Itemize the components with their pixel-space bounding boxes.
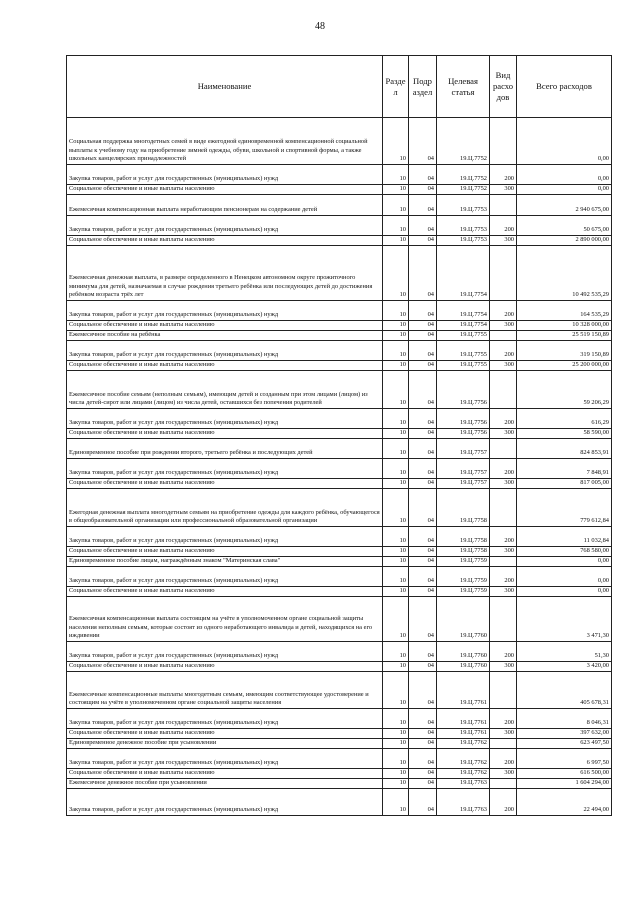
cell-subsection: 04 <box>409 527 437 547</box>
cell-target: 19.Ц.7762 <box>437 739 490 749</box>
cell-subsection: 04 <box>409 567 437 587</box>
cell-target: 19.Ц.7759 <box>437 567 490 587</box>
cell-section: 10 <box>383 557 409 567</box>
cell-subsection: 04 <box>409 301 437 321</box>
cell-type <box>490 672 517 709</box>
cell-type: 200 <box>490 409 517 429</box>
cell-total: 8 046,31 <box>517 709 612 729</box>
cell-type: 200 <box>490 216 517 236</box>
cell-section: 10 <box>383 321 409 331</box>
cell-total: 10 492 535,29 <box>517 246 612 301</box>
cell-total: 0,00 <box>517 165 612 185</box>
cell-total: 397 632,00 <box>517 729 612 739</box>
cell-section: 10 <box>383 439 409 459</box>
cell-name: Ежемесячная компенсационная выплата состоящим на учёте в уполномоченном органе социальной защиты населения неполным семьям, которые состоят из одного неработающего инвалида и детей, находящихся на его иждивении <box>67 597 383 642</box>
expenditure-table <box>66 55 612 816</box>
cell-total: 3 420,00 <box>517 662 612 672</box>
cell-section: 10 <box>383 749 409 769</box>
cell-total: 22 494,00 <box>517 789 612 816</box>
cell-target: 19.Ц.7758 <box>437 489 490 527</box>
table-row <box>67 165 612 185</box>
cell-total: 11 032,84 <box>517 527 612 547</box>
cell-target: 19.Ц.7754 <box>437 301 490 321</box>
cell-type: 200 <box>490 301 517 321</box>
cell-type: 200 <box>490 749 517 769</box>
table-row <box>67 185 612 195</box>
cell-section: 10 <box>383 331 409 341</box>
cell-subsection: 04 <box>409 662 437 672</box>
table-row <box>67 321 612 331</box>
table-row <box>67 527 612 547</box>
cell-total: 59 206,29 <box>517 371 612 409</box>
cell-name: Социальное обеспечение и иные выплаты населению <box>67 769 383 779</box>
cell-name: Социальное обеспечение и иные выплаты населению <box>67 429 383 439</box>
table-row <box>67 739 612 749</box>
cell-type: 300 <box>490 361 517 371</box>
cell-subsection: 04 <box>409 409 437 429</box>
table-row <box>67 216 612 236</box>
cell-type: 200 <box>490 459 517 479</box>
cell-section: 10 <box>383 246 409 301</box>
cell-target: 19.Ц.7757 <box>437 439 490 459</box>
cell-total: 7 848,91 <box>517 459 612 479</box>
cell-type: 300 <box>490 236 517 246</box>
cell-section: 10 <box>383 642 409 662</box>
cell-type: 200 <box>490 165 517 185</box>
table-row <box>67 341 612 361</box>
cell-section: 10 <box>383 527 409 547</box>
cell-name: Единовременное пособие при рождении второго, третьего ребёнка и последующих детей <box>67 439 383 459</box>
cell-name: Закупка товаров, работ и услуг для государственных (муниципальных) нужд <box>67 301 383 321</box>
cell-section: 10 <box>383 301 409 321</box>
cell-target: 19.Ц.7752 <box>437 118 490 165</box>
cell-name: Социальное обеспечение и иные выплаты населению <box>67 547 383 557</box>
cell-target: 19.Ц.7754 <box>437 321 490 331</box>
cell-section: 10 <box>383 409 409 429</box>
cell-target: 19.Ц.7758 <box>437 527 490 547</box>
cell-section: 10 <box>383 195 409 216</box>
cell-section: 10 <box>383 672 409 709</box>
cell-section: 10 <box>383 779 409 789</box>
cell-type <box>490 739 517 749</box>
cell-subsection: 04 <box>409 709 437 729</box>
table-row <box>67 769 612 779</box>
cell-subsection: 04 <box>409 597 437 642</box>
cell-target: 19.Ц.7753 <box>437 216 490 236</box>
cell-section: 10 <box>383 547 409 557</box>
cell-name: Закупка товаров, работ и услуг для государственных (муниципальных) нужд <box>67 709 383 729</box>
cell-total: 50 675,00 <box>517 216 612 236</box>
cell-section: 10 <box>383 489 409 527</box>
cell-total: 0,00 <box>517 557 612 567</box>
cell-name: Ежемесячная денежная выплата, в размере определенного в Ненецком автономном округе прожиточного минимума для детей, назначаемая в случае рождения третьего ребёнка или последующих детей до достижения ребёнком возраста трёх лет <box>67 246 383 301</box>
cell-total: 0,00 <box>517 118 612 165</box>
cell-target: 19.Ц.7759 <box>437 557 490 567</box>
cell-total: 1 604 294,00 <box>517 779 612 789</box>
cell-subsection: 04 <box>409 118 437 165</box>
table-row <box>67 409 612 429</box>
cell-type: 300 <box>490 662 517 672</box>
cell-name: Закупка товаров, работ и услуг для государственных (муниципальных) нужд <box>67 567 383 587</box>
cell-section: 10 <box>383 236 409 246</box>
cell-section: 10 <box>383 216 409 236</box>
cell-type: 200 <box>490 709 517 729</box>
cell-total: 623 497,50 <box>517 739 612 749</box>
cell-type: 300 <box>490 185 517 195</box>
cell-name: Ежегодная денежная выплата многодетным семьям на приобретение одежды для каждого ребёнка, обучающегося в общеобразовательной организации или профессиональной образовательной организации <box>67 489 383 527</box>
cell-total: 0,00 <box>517 587 612 597</box>
cell-target: 19.Ц.7763 <box>437 789 490 816</box>
cell-type <box>490 118 517 165</box>
cell-section: 10 <box>383 361 409 371</box>
cell-type: 200 <box>490 527 517 547</box>
table-row <box>67 749 612 769</box>
cell-total: 2 940 675,00 <box>517 195 612 216</box>
cell-type: 300 <box>490 429 517 439</box>
cell-target: 19.Ц.7758 <box>437 547 490 557</box>
cell-target: 19.Ц.7759 <box>437 587 490 597</box>
table-row <box>67 587 612 597</box>
table-body <box>67 118 612 816</box>
table-row <box>67 246 612 301</box>
cell-subsection: 04 <box>409 769 437 779</box>
cell-name: Ежемесячное денежное пособие при усыновлении <box>67 779 383 789</box>
cell-name: Социальное обеспечение и иные выплаты населению <box>67 236 383 246</box>
cell-type <box>490 246 517 301</box>
cell-subsection: 04 <box>409 489 437 527</box>
table-row <box>67 662 612 672</box>
cell-total: 616,29 <box>517 409 612 429</box>
cell-subsection: 04 <box>409 195 437 216</box>
cell-section: 10 <box>383 479 409 489</box>
cell-name: Социальное обеспечение и иные выплаты населению <box>67 729 383 739</box>
cell-name: Единовременное денежное пособие при усыновлении <box>67 739 383 749</box>
cell-name: Социальное обеспечение и иные выплаты населению <box>67 361 383 371</box>
cell-subsection: 04 <box>409 165 437 185</box>
table-row <box>67 331 612 341</box>
header-name: Наименование <box>67 56 383 118</box>
cell-name: Ежемесячное пособие семьям (неполным семьям), имеющим детей и созданным при этом лицами (лицом) из числа детей-сирот или лицами (лицом) из числа детей, оставшихся без попечения родителей <box>67 371 383 409</box>
cell-total: 779 612,84 <box>517 489 612 527</box>
table-row <box>67 459 612 479</box>
table-row <box>67 479 612 489</box>
cell-target: 19.Ц.7761 <box>437 729 490 739</box>
cell-total: 616 500,00 <box>517 769 612 779</box>
cell-type: 300 <box>490 587 517 597</box>
cell-total: 58 590,00 <box>517 429 612 439</box>
table-row <box>67 729 612 739</box>
cell-subsection: 04 <box>409 321 437 331</box>
cell-section: 10 <box>383 587 409 597</box>
cell-type: 200 <box>490 341 517 361</box>
cell-total: 51,30 <box>517 642 612 662</box>
cell-subsection: 04 <box>409 557 437 567</box>
cell-subsection: 04 <box>409 361 437 371</box>
cell-subsection: 04 <box>409 439 437 459</box>
cell-section: 10 <box>383 371 409 409</box>
cell-section: 10 <box>383 341 409 361</box>
cell-total: 3 471,30 <box>517 597 612 642</box>
table-row <box>67 439 612 459</box>
table-row <box>67 597 612 642</box>
cell-name: Закупка товаров, работ и услуг для государственных (муниципальных) нужд <box>67 749 383 769</box>
cell-target: 19.Ц.7761 <box>437 672 490 709</box>
cell-total: 319 150,89 <box>517 341 612 361</box>
cell-target: 19.Ц.7756 <box>437 409 490 429</box>
table-row <box>67 429 612 439</box>
table-row <box>67 489 612 527</box>
cell-name: Ежемесячное пособие на ребёнка <box>67 331 383 341</box>
cell-subsection: 04 <box>409 642 437 662</box>
cell-total: 10 328 000,00 <box>517 321 612 331</box>
cell-section: 10 <box>383 709 409 729</box>
cell-subsection: 04 <box>409 779 437 789</box>
table-row <box>67 301 612 321</box>
cell-target: 19.Ц.7760 <box>437 662 490 672</box>
cell-type: 300 <box>490 769 517 779</box>
cell-section: 10 <box>383 429 409 439</box>
cell-section: 10 <box>383 789 409 816</box>
cell-target: 19.Ц.7752 <box>437 165 490 185</box>
table-row <box>67 361 612 371</box>
cell-name: Закупка товаров, работ и услуг для государственных (муниципальных) нужд <box>67 642 383 662</box>
cell-section: 10 <box>383 729 409 739</box>
cell-subsection: 04 <box>409 672 437 709</box>
cell-section: 10 <box>383 662 409 672</box>
cell-name: Закупка товаров, работ и услуг для государственных (муниципальных) нужд <box>67 789 383 816</box>
cell-subsection: 04 <box>409 185 437 195</box>
cell-total: 0,00 <box>517 567 612 587</box>
cell-type <box>490 597 517 642</box>
table-row <box>67 789 612 816</box>
cell-type: 200 <box>490 642 517 662</box>
cell-target: 19.Ц.7755 <box>437 331 490 341</box>
cell-name: Социальное обеспечение и иные выплаты населению <box>67 587 383 597</box>
cell-target: 19.Ц.7756 <box>437 371 490 409</box>
cell-total: 25 200 000,00 <box>517 361 612 371</box>
cell-section: 10 <box>383 567 409 587</box>
cell-subsection: 04 <box>409 246 437 301</box>
cell-total: 0,00 <box>517 185 612 195</box>
cell-name: Единовременное пособие лицам, награждённым знаком "Материнская слава" <box>67 557 383 567</box>
cell-target: 19.Ц.7760 <box>437 597 490 642</box>
cell-section: 10 <box>383 739 409 749</box>
cell-subsection: 04 <box>409 371 437 409</box>
cell-name: Социальное обеспечение и иные выплаты населению <box>67 321 383 331</box>
cell-name: Социальное обеспечение и иные выплаты населению <box>67 185 383 195</box>
cell-type: 300 <box>490 321 517 331</box>
cell-subsection: 04 <box>409 587 437 597</box>
cell-subsection: 04 <box>409 749 437 769</box>
cell-type <box>490 557 517 567</box>
table-header-row <box>67 56 612 118</box>
cell-subsection: 04 <box>409 236 437 246</box>
cell-type: 300 <box>490 729 517 739</box>
cell-target: 19.Ц.7761 <box>437 709 490 729</box>
cell-type: 300 <box>490 479 517 489</box>
cell-target: 19.Ц.7760 <box>437 642 490 662</box>
cell-type: 300 <box>490 547 517 557</box>
cell-total: 25 519 150,89 <box>517 331 612 341</box>
header-type: Вид расхо дов <box>490 56 517 118</box>
cell-total: 405 678,31 <box>517 672 612 709</box>
cell-subsection: 04 <box>409 429 437 439</box>
cell-name: Закупка товаров, работ и услуг для государственных (муниципальных) нужд <box>67 341 383 361</box>
cell-subsection: 04 <box>409 331 437 341</box>
cell-name: Социальная поддержка многодетных семей в виде ежегодной единовременной компенсационной социальной выплаты к учебному году на приобретение зимней одежды, обуви, школьной и спортивной формы, а также школьных канцелярских принадлежностей <box>67 118 383 165</box>
table-row <box>67 118 612 165</box>
table-row <box>67 779 612 789</box>
cell-section: 10 <box>383 769 409 779</box>
cell-target: 19.Ц.7755 <box>437 341 490 361</box>
page-number: 48 <box>315 21 325 32</box>
cell-name: Закупка товаров, работ и услуг для государственных (муниципальных) нужд <box>67 165 383 185</box>
cell-target: 19.Ц.7756 <box>437 429 490 439</box>
cell-total: 817 005,00 <box>517 479 612 489</box>
cell-type <box>490 489 517 527</box>
cell-type <box>490 779 517 789</box>
cell-total: 2 890 000,00 <box>517 236 612 246</box>
cell-type: 200 <box>490 789 517 816</box>
cell-subsection: 04 <box>409 459 437 479</box>
cell-total: 824 853,91 <box>517 439 612 459</box>
cell-subsection: 04 <box>409 216 437 236</box>
cell-target: 19.Ц.7762 <box>437 749 490 769</box>
cell-type <box>490 371 517 409</box>
cell-target: 19.Ц.7754 <box>437 246 490 301</box>
cell-target: 19.Ц.7752 <box>437 185 490 195</box>
table-row <box>67 371 612 409</box>
cell-target: 19.Ц.7757 <box>437 479 490 489</box>
table-row <box>67 557 612 567</box>
table-row <box>67 195 612 216</box>
table-row <box>67 547 612 557</box>
cell-section: 10 <box>383 165 409 185</box>
header-section: Разде л <box>383 56 409 118</box>
cell-total: 6 997,50 <box>517 749 612 769</box>
header-target: Целевая статья <box>437 56 490 118</box>
cell-target: 19.Ц.7753 <box>437 236 490 246</box>
cell-type <box>490 195 517 216</box>
cell-name: Закупка товаров, работ и услуг для государственных (муниципальных) нужд <box>67 216 383 236</box>
cell-target: 19.Ц.7753 <box>437 195 490 216</box>
cell-subsection: 04 <box>409 789 437 816</box>
cell-subsection: 04 <box>409 479 437 489</box>
cell-name: Социальное обеспечение и иные выплаты населению <box>67 479 383 489</box>
cell-target: 19.Ц.7755 <box>437 361 490 371</box>
cell-section: 10 <box>383 118 409 165</box>
cell-section: 10 <box>383 185 409 195</box>
cell-type <box>490 439 517 459</box>
cell-subsection: 04 <box>409 729 437 739</box>
table-row <box>67 642 612 662</box>
cell-total: 768 580,00 <box>517 547 612 557</box>
cell-total: 164 535,29 <box>517 301 612 321</box>
cell-section: 10 <box>383 459 409 479</box>
cell-name: Социальное обеспечение и иные выплаты населению <box>67 662 383 672</box>
cell-name: Ежемесячные компенсационные выплаты многодетным семьям, имеющим соответствующее удостоверение и состоящим на учёте в уполномоченном органе социальной защиты населения <box>67 672 383 709</box>
cell-target: 19.Ц.7762 <box>437 769 490 779</box>
table-row <box>67 672 612 709</box>
cell-subsection: 04 <box>409 739 437 749</box>
cell-type <box>490 331 517 341</box>
header-subsection: Подр аздел <box>409 56 437 118</box>
table-row <box>67 567 612 587</box>
cell-subsection: 04 <box>409 341 437 361</box>
cell-target: 19.Ц.7757 <box>437 459 490 479</box>
table-row <box>67 236 612 246</box>
cell-target: 19.Ц.7763 <box>437 779 490 789</box>
cell-name: Закупка товаров, работ и услуг для государственных (муниципальных) нужд <box>67 527 383 547</box>
cell-section: 10 <box>383 597 409 642</box>
cell-type: 200 <box>490 567 517 587</box>
header-total: Всего расходов <box>517 56 612 118</box>
table-row <box>67 709 612 729</box>
cell-name: Закупка товаров, работ и услуг для государственных (муниципальных) нужд <box>67 409 383 429</box>
cell-name: Закупка товаров, работ и услуг для государственных (муниципальных) нужд <box>67 459 383 479</box>
cell-subsection: 04 <box>409 547 437 557</box>
cell-name: Ежемесячная компенсационная выплата неработающим пенсионерам на содержание детей <box>67 195 383 216</box>
